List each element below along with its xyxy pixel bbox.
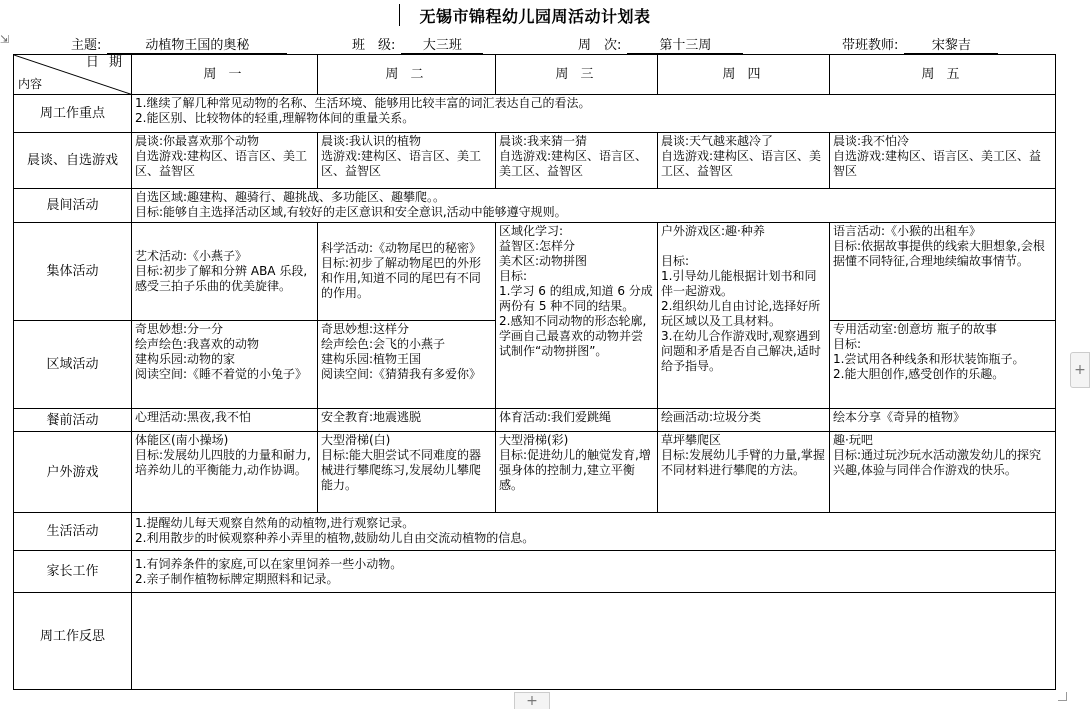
outdoor-fri[interactable] bbox=[830, 432, 1056, 513]
cell-line: 自选游戏:建构区、语言区、美工区、益智区 bbox=[499, 149, 648, 179]
outdoor-tue[interactable] bbox=[318, 432, 496, 513]
morning-talk-tue[interactable] bbox=[318, 133, 496, 188]
add-row-button[interactable]: + bbox=[514, 692, 550, 709]
outdoor-mon[interactable] bbox=[132, 432, 318, 513]
cell-line: 目标:发展幼儿手臂的力量,掌握不同材料进行攀爬的方法。 bbox=[661, 448, 825, 478]
header-date-label: 日 期 bbox=[85, 55, 125, 70]
theme-value: 动植物王国的奥秘 bbox=[107, 34, 287, 54]
cell-line: 目标:初步了解和分辨 ABA 乐段,感受三拍子乐曲的优美旋律。 bbox=[135, 263, 308, 293]
area-fri[interactable] bbox=[830, 320, 1056, 409]
pre-meal-thu[interactable]: 绘画活动:垃圾分类 bbox=[658, 409, 830, 432]
area-tue[interactable] bbox=[318, 320, 496, 409]
cell-line: 晨谈:你最喜欢那个动物 bbox=[135, 134, 260, 149]
teacher-value: 宋黎吉 bbox=[904, 34, 998, 54]
row-label-focus: 周工作重点 bbox=[14, 95, 132, 133]
cell-line: 3.在幼儿合作游戏时,观察遇到问题和矛盾是否自己解决,适时给予指导。 bbox=[661, 329, 821, 374]
cell-line: 1.尝试用各种线条和形状装饰瓶子。 bbox=[833, 351, 1025, 366]
cell-line: 户外游戏区:趣·种养 bbox=[661, 224, 765, 239]
meta-teacher bbox=[842, 34, 998, 54]
cell-line: 大型滑梯(白) bbox=[321, 433, 391, 448]
focus-line: 1.继续了解几种常见动物的名称、生活环境、能够用比较丰富的词汇表达自己的看法。 bbox=[135, 96, 591, 111]
add-column-button[interactable]: + bbox=[1070, 352, 1090, 388]
group-mon[interactable] bbox=[132, 223, 318, 321]
morning-talk-mon[interactable] bbox=[132, 133, 318, 188]
day-header-fri: 周 五 bbox=[830, 55, 1056, 95]
cell-line: 1.引导幼儿能根据计划书和同伴一起游戏。 bbox=[661, 269, 817, 299]
cell-line: 自选游戏:建构区、语言区、美工区、益智区 bbox=[661, 149, 822, 179]
cell-line: 2.组织幼儿自由讨论,选择好所玩区域以及工具材料。 bbox=[661, 299, 821, 329]
table-resize-handle[interactable] bbox=[1058, 692, 1067, 701]
day-header-thu: 周 四 bbox=[658, 55, 830, 95]
weekly-plan-table bbox=[13, 54, 1056, 690]
cell-line: 目标:能大胆尝试不同难度的器械进行攀爬练习,发展幼儿攀爬能力。 bbox=[321, 448, 482, 493]
row-label-outdoor: 户外游戏 bbox=[14, 432, 132, 513]
morning-activity-cell[interactable] bbox=[132, 188, 1056, 222]
row-label-pre-meal: 餐前活动 bbox=[14, 409, 132, 432]
row-label-group: 集体活动 bbox=[14, 223, 132, 321]
cell-line: 艺术活动:《小燕子》 bbox=[135, 248, 248, 263]
morning-talk-thu[interactable] bbox=[658, 133, 830, 188]
day-header-tue: 周 二 bbox=[318, 55, 496, 95]
cell-line: 目标: bbox=[499, 269, 528, 284]
cell-line: 晨谈:我来猜一猜 bbox=[499, 134, 588, 149]
cell-line: 建构乐园:植物王国 bbox=[321, 351, 422, 366]
cell-line: 自选游戏:建构区、语言区、美工区、益智区 bbox=[135, 149, 308, 179]
teacher-label: 带班教师: bbox=[842, 38, 899, 53]
meta-class bbox=[352, 34, 483, 54]
parents-line: 2.亲子制作植物标牌定期照料和记录。 bbox=[135, 571, 339, 586]
parents-cell[interactable] bbox=[132, 551, 1056, 593]
cell-line: 2.感知不同动物的形态轮廓,学画自己最喜欢的动物并尝试制作“动物拼图”。 bbox=[499, 314, 647, 359]
cell-line: 趣·玩吧 bbox=[833, 433, 873, 448]
cell-line: 科学活动:《动物尾巴的秘密》 bbox=[321, 241, 482, 256]
pre-meal-wed[interactable]: 体育活动:我们爱跳绳 bbox=[496, 409, 658, 432]
cell-line: 目标: bbox=[661, 254, 690, 269]
week-label: 周 次: bbox=[578, 38, 622, 53]
combined-wed[interactable] bbox=[496, 223, 658, 409]
cell-line: 绘声绘色:我喜欢的动物 bbox=[135, 336, 260, 351]
cell-line: 区域化学习: bbox=[499, 224, 564, 239]
pre-meal-tue[interactable]: 安全教育:地震逃脱 bbox=[318, 409, 496, 432]
table-move-handle-icon[interactable]: ⇲ bbox=[0, 33, 10, 46]
group-tue[interactable] bbox=[318, 223, 496, 321]
cell-line: 奇思妙想:这样分 bbox=[321, 321, 410, 336]
meta-theme bbox=[71, 34, 287, 54]
row-label-morning-talk: 晨谈、自选游戏 bbox=[14, 133, 132, 188]
class-label: 班 级: bbox=[352, 38, 396, 53]
cell-line: 专用活动室:创意坊 瓶子的故事 bbox=[833, 321, 997, 336]
cell-line: 自选游戏:建构区、语言区、美工区、益智区 bbox=[833, 149, 1042, 179]
cell-line: 语言活动:《小猴的出租车》 bbox=[833, 224, 982, 239]
pre-meal-mon[interactable]: 心理活动:黑夜,我不怕 bbox=[132, 409, 318, 432]
life-line: 2.利用散步的时候观察种养小弄里的植物,鼓励幼儿自由交流动植物的信息。 bbox=[135, 531, 535, 546]
row-label-morning-activity: 晨间活动 bbox=[14, 188, 132, 222]
outdoor-thu[interactable] bbox=[658, 432, 830, 513]
cell-line: 阅读空间:《睡不着觉的小兔子》 bbox=[135, 366, 308, 381]
cell-line: 绘声绘色:会飞的小燕子 bbox=[321, 336, 446, 351]
reflection-cell[interactable] bbox=[132, 593, 1056, 690]
cell-line: 晨谈:我不怕冷 bbox=[833, 134, 910, 149]
cell-line bbox=[661, 239, 826, 254]
row-label-parents: 家长工作 bbox=[14, 551, 132, 593]
header-corner bbox=[14, 55, 132, 95]
cell-line: 体能区(南小操场) bbox=[135, 433, 229, 448]
parents-line: 1.有饲养条件的家庭,可以在家里饲养一些小动物。 bbox=[135, 556, 403, 571]
cell-line: 2.能大胆创作,感受创作的乐趣。 bbox=[833, 366, 1005, 381]
focus-cell[interactable] bbox=[132, 95, 1056, 133]
combined-thu[interactable] bbox=[658, 223, 830, 409]
outdoor-wed[interactable] bbox=[496, 432, 658, 513]
area-mon[interactable] bbox=[132, 320, 318, 409]
cell-line: 目标:通过玩沙玩水活动激发幼儿的探究兴趣,体验与同伴合作游戏的快乐。 bbox=[833, 448, 1042, 478]
cell-line: 目标:促进幼儿的触觉发育,增强身体的控制力,建立平衡感。 bbox=[499, 448, 651, 493]
cell-line: 目标:初步了解动物尾巴的外形和作用,知道不同的尾巴有不同的作用。 bbox=[321, 256, 482, 301]
cell-line: 晨谈:我认识的植物 bbox=[321, 134, 422, 149]
row-label-life: 生活活动 bbox=[14, 512, 132, 550]
focus-line: 2.能区别、比较物体的轻重,理解物体间的重量关系。 bbox=[135, 111, 415, 126]
day-header-wed: 周 三 bbox=[496, 55, 658, 95]
cell-line: 选游戏:建构区、语言区、美工区、益智区 bbox=[321, 149, 482, 179]
cell-line: 益智区:怎样分 bbox=[499, 239, 576, 254]
document-title: 无锡市锦程幼儿园周活动计划表 bbox=[419, 7, 651, 26]
cell-line: 建构乐园:动物的家 bbox=[135, 351, 236, 366]
theme-label: 主题: bbox=[71, 38, 102, 53]
morning-activity-line: 自选区域:趣建构、趣骑行、趣挑战、多功能区、趣攀爬。。 bbox=[135, 189, 446, 204]
cell-line: 大型滑梯(彩) bbox=[499, 433, 569, 448]
pre-meal-fri[interactable]: 绘本分享《奇异的植物》 bbox=[830, 409, 1056, 432]
cell-line: 阅读空间:《猜猜我有多爱你》 bbox=[321, 366, 482, 381]
cell-line: 晨谈:天气越来越冷了 bbox=[661, 134, 774, 149]
cell-line: 草坪攀爬区 bbox=[661, 433, 722, 448]
morning-talk-wed[interactable] bbox=[496, 133, 658, 188]
cell-line: 目标:依据故事提供的线索大胆想象,会根据懂不同特征,合理地续编故事情节。 bbox=[833, 239, 1045, 269]
cell-line: 目标: bbox=[833, 336, 862, 351]
header-content-label: 内容 bbox=[18, 77, 43, 92]
morning-talk-fri[interactable] bbox=[830, 133, 1056, 188]
day-header-mon: 周 一 bbox=[132, 55, 318, 95]
week-value: 第十三周 bbox=[627, 34, 743, 54]
cell-line: 奇思妙想:分一分 bbox=[135, 321, 224, 336]
meta-week bbox=[578, 34, 743, 54]
cell-line: 1.学习 6 的组成,知道 6 分成两份有 5 种不同的结果。 bbox=[499, 284, 653, 314]
row-label-area: 区域活动 bbox=[14, 320, 132, 409]
morning-activity-line: 目标:能够自主选择活动区域,有较好的走区意识和安全意识,活动中能够遵守规则。 bbox=[135, 204, 567, 219]
class-value: 大三班 bbox=[401, 34, 483, 54]
text-cursor bbox=[399, 4, 400, 26]
life-cell[interactable] bbox=[132, 512, 1056, 550]
row-label-reflection: 周工作反思 bbox=[14, 593, 132, 690]
group-fri[interactable] bbox=[830, 223, 1056, 321]
cell-line: 美术区:动物拼图 bbox=[499, 254, 588, 269]
life-line: 1.提醒幼儿每天观察自然角的动植物,进行观察记录。 bbox=[135, 516, 415, 531]
cell-line: 目标:发展幼儿四肢的力量和耐力,培养幼儿的平衡能力,动作协调。 bbox=[135, 448, 311, 478]
